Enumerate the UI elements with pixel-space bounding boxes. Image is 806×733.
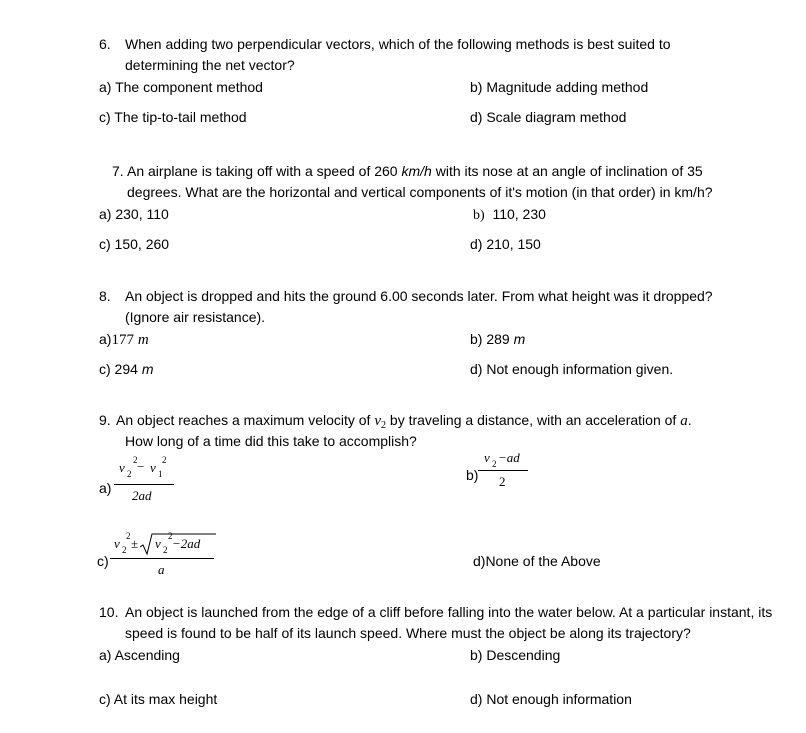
option-c[interactable]: c) The tip-to-tail method [99,109,247,125]
question-text-line2: determining the net vector? [125,57,295,73]
question-text-line1: An airplane is taking off with a speed of 260 km/h with its nose at an angle of inclination of 35 [127,163,703,179]
fraction-denominator: 2 [499,474,506,489]
option-b[interactable]: b) 289 m [470,331,526,347]
question-text-line2: speed is found to be half of its launch speed. Where must the object be along its trajectory? [125,625,691,641]
option-a-fraction[interactable] [112,455,174,505]
option-c-fraction[interactable] [108,530,216,580]
superscript: 2 [133,455,138,465]
option-c-label[interactable]: c) [97,553,109,569]
option-b[interactable]: b) Descending [470,647,561,663]
question-text-line2: degrees. What are the horizontal and vertical components of it's motion (in that order) in km/h? [127,184,713,200]
fraction-minus: − [137,459,145,474]
radicand-rest: −2ad [172,536,201,551]
option-c[interactable]: c) 294 m [99,361,154,377]
fraction-numerator-var1: v [119,460,125,475]
option-b-fraction[interactable] [478,448,530,492]
question-number: 6. [99,36,111,52]
fraction-bar [114,484,174,485]
question-text-line1: An object reaches a maximum velocity of $v_2$ by traveling a distance, with an acceleration of a. [116,412,692,431]
question-text-line2: (Ignore air resistance). [125,309,266,325]
option-d[interactable]: d) Not enough information [470,691,632,707]
superscript: 2 [126,531,131,541]
option-d[interactable]: d) Not enough information given. [470,361,674,377]
option-d[interactable]: d)None of the Above [473,553,601,569]
fraction-numerator-var: v [484,450,490,465]
question-text-line1: An object is dropped and hits the ground 6.00 seconds later. From what height was it dropped? [125,288,713,304]
option-b-label[interactable]: b) [466,467,479,483]
question-text-line1: When adding two perpendicular vectors, which of the following methods is best suited to [125,36,671,52]
option-c[interactable]: c) 150, 260 [99,236,170,252]
option-b[interactable]: b) 110, 230 [473,206,546,223]
option-c[interactable]: c) At its max height [99,691,218,707]
option-a[interactable]: a)177 m [99,331,149,348]
fraction-numerator-var: v [114,536,120,551]
fraction-denominator: a [158,562,165,577]
option-a-label[interactable]: a) [99,480,112,496]
superscript: 2 [162,455,167,465]
subscript: 2 [127,469,132,479]
question-number: 10. [99,604,119,620]
subscript: 2 [492,459,497,469]
question-number: 7. [112,163,124,179]
option-d[interactable]: d) Scale diagram method [470,109,627,125]
option-b[interactable]: b) Magnitude adding method [470,79,649,95]
subscript: 2 [122,545,127,555]
radicand-var: v [155,536,161,551]
fraction-numerator-var2: v [150,460,156,475]
fraction-bar [478,470,528,471]
question-text-line1: An object is launched from the edge of a cliff before falling into the water below. At a particular instant, its [125,604,773,620]
fraction-numerator-rest: −ad [498,450,520,465]
question-number: 8. [99,288,111,304]
question-number: 9. [99,412,111,428]
fraction-bar [110,558,214,559]
option-a[interactable]: a) 230, 110 [99,206,169,222]
plus-minus: ± [131,536,139,551]
question-text-line2: How long of a time did this take to accomplish? [125,433,417,449]
option-a[interactable]: a) The component method [99,79,263,95]
fraction-denominator: 2ad [132,488,152,503]
option-d[interactable]: d) 210, 150 [470,236,541,252]
subscript: 2 [163,545,168,555]
option-a[interactable]: a) Ascending [99,647,180,663]
subscript: 1 [158,469,163,479]
superscript: 2 [168,531,173,541]
